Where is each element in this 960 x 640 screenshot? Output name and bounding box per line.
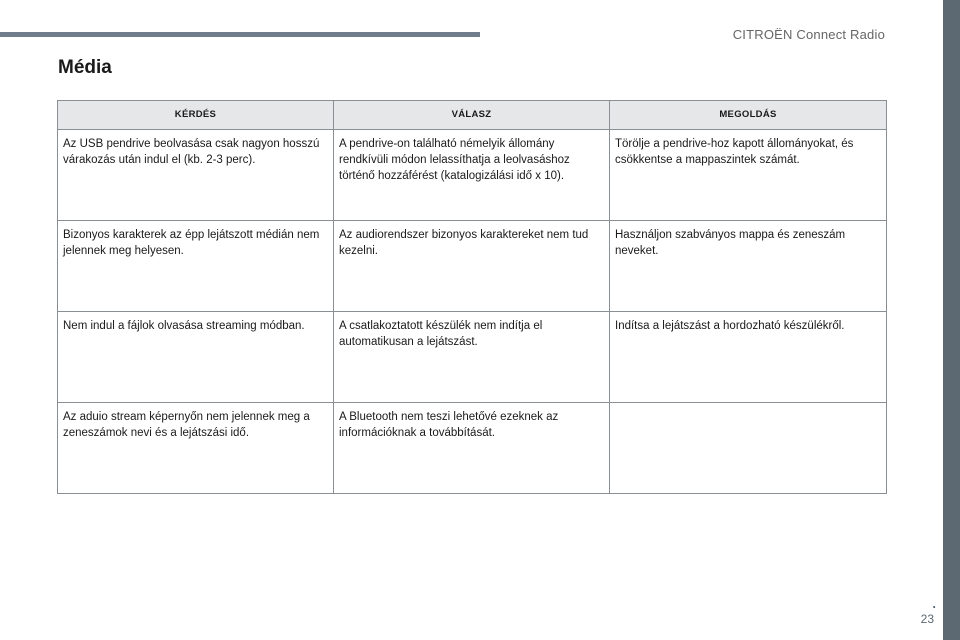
answer-cell: A Bluetooth nem teszi lehetővé ezeknek az információknak a továbbítását. <box>334 403 610 494</box>
question-cell: Nem indul a fájlok olvasása streaming módban. <box>58 312 334 403</box>
column-header-answer: VÁLASZ <box>334 101 610 130</box>
question-cell: Az USB pendrive beolvasása csak nagyon hosszú várakozás után indul el (kb. 2-3 perc). <box>58 130 334 221</box>
page-dot: . <box>932 596 936 611</box>
answer-cell: A csatlakoztatott készülék nem indítja el automatikusan a lejátszást. <box>334 312 610 403</box>
solution-cell <box>610 403 887 494</box>
page-number: 23 <box>920 612 934 626</box>
table-row <box>58 312 887 403</box>
column-header-question: KÉRDÉS <box>58 101 334 130</box>
header-rule <box>0 32 480 37</box>
solution-cell: Használjon szabványos mappa és zeneszám neveket. <box>610 221 887 312</box>
side-strip <box>943 0 960 640</box>
table-row <box>58 221 887 312</box>
question-cell: Az aduio stream képernyőn nem jelennek meg a zeneszámok nevi és a lejátszási idő. <box>58 403 334 494</box>
solution-cell: Indítsa a lejátszást a hordozható készülékről. <box>610 312 887 403</box>
page-title: Média <box>58 57 112 78</box>
faq-table <box>57 100 887 494</box>
brand-label: CITROËN Connect Radio <box>732 27 885 42</box>
table-header-row <box>58 101 887 130</box>
answer-cell: Az audiorendszer bizonyos karaktereket nem tud kezelni. <box>334 221 610 312</box>
question-cell: Bizonyos karakterek az épp lejátszott médián nem jelennek meg helyesen. <box>58 221 334 312</box>
solution-cell: Törölje a pendrive-hoz kapott állományokat, és csökkentse a mappaszintek számát. <box>610 130 887 221</box>
column-header-solution: MEGOLDÁS <box>610 101 887 130</box>
table-row <box>58 403 887 494</box>
table-row <box>58 130 887 221</box>
answer-cell: A pendrive-on található némelyik állomány rendkívüli módon lelassíthatja a leolvasáshoz történő hozzáférést (katalogizálási idő x 10). <box>334 130 610 221</box>
